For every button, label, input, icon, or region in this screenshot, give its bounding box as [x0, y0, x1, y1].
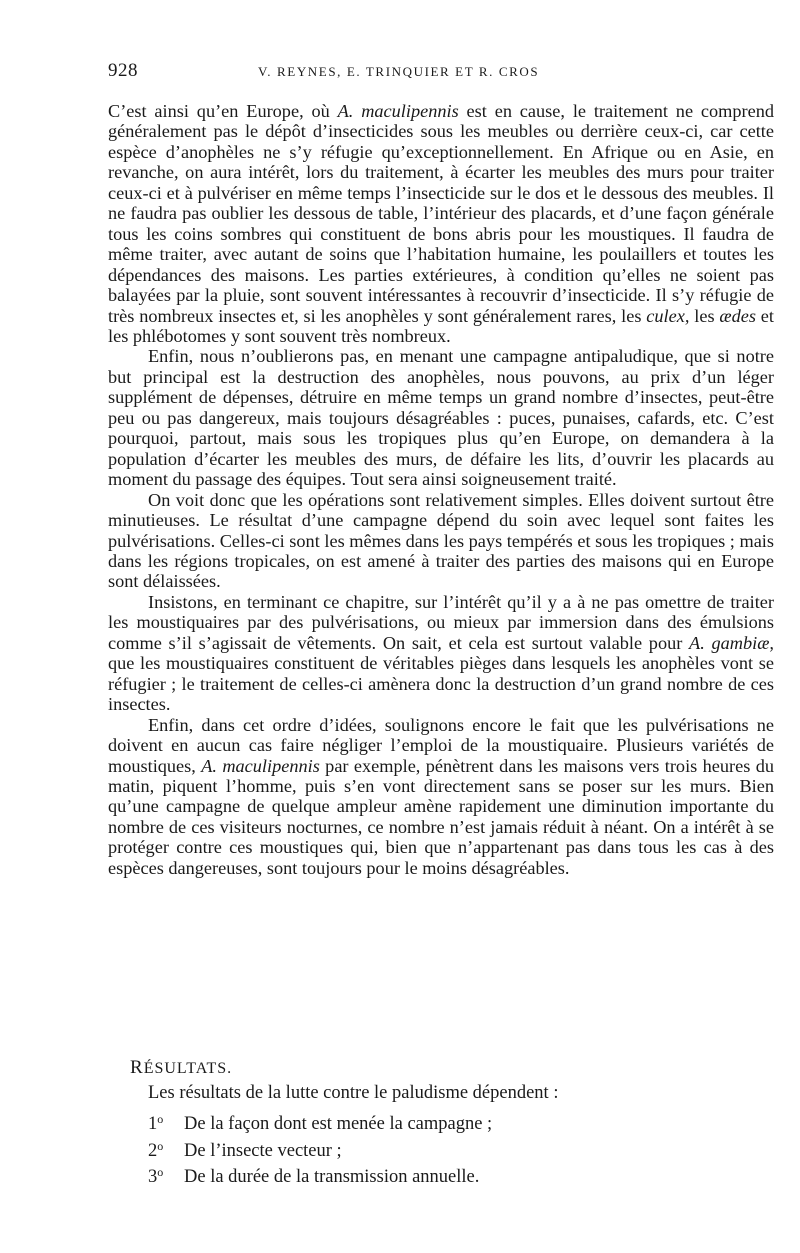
paragraph-1-text-a: C’est ainsi qu’en Europe, où — [108, 101, 338, 121]
paragraph-5-text-b: par exemple, pénètrent dans les maisons vers trois heures du matin, piquent l’homme, puis s’en vont directement sans se poser sur les murs. Bien qu’une campagne de quelque ampleur amène rapidement une diminution importante du nombre de ces visiteurs nocturnes, ce nombre n’est jamais réduit à néant. On a intérêt à se protéger contre ces moustiques qui, bien que n’appartenant pas dans tous les cas à des espèces dangereuses, sont toujours pour le moins désagréables. — [108, 755, 774, 878]
results-list — [148, 1109, 492, 1189]
header-authors: V. REYNES, E. TRINQUIER ET R. CROS — [258, 64, 540, 79]
list-item-text: De l’insecte vecteur ; — [184, 1140, 342, 1161]
list-item-text: De la façon dont est menée la campagne ; — [184, 1114, 493, 1134]
species-name: ædes — [719, 305, 756, 326]
paragraph-5 — [108, 715, 774, 879]
species-name: culex, — [646, 305, 690, 326]
list-item-text: De la durée de la transmission annuelle. — [184, 1167, 480, 1187]
list-item-number: 1$^o$ — [148, 1112, 164, 1134]
species-name: A. maculipennis — [337, 101, 459, 121]
paragraph-4 — [108, 592, 774, 715]
paragraph-1 — [108, 101, 774, 346]
page-number: 928 — [108, 60, 138, 81]
body-text — [108, 101, 774, 878]
list-item-number: 3$^o$ — [148, 1165, 164, 1187]
paragraph-4-text-a: Insistons, en terminant ce chapitre, sur l’intérêt qu’il y a à ne pas omettre de traiter les moustiquaires par des pulvérisations, ou mieux par immersion dans des émulsions comme s’il s’agissait de vêtements. On sait, et cela est surtout valable pour — [108, 591, 774, 653]
paragraph-5-text-a: Enfin, dans cet ordre d’idées, soulignons encore le fait que les pulvérisations ne doivent en aucun cas faire négliger l’emploi de la moustiquaire. Plusieurs variétés de moustiques, — [108, 714, 774, 776]
section-heading-results — [130, 1057, 232, 1079]
results-intro: Les résultats de la lutte contre le paludisme dépendent : — [148, 1083, 559, 1103]
paragraph-2: Enfin, nous n’oublierons pas, en menant une campagne antipaludique, que si notre but principal est la destruction des anophèles, nous pouvons, au prix d’un léger supplément de dépenses, détruire en même temps un grand nombre d’insectes, peut-être peu ou pas dangereux, mais toujours désagréables : puces, punaises, cafards, etc. C’est pourquoi, partout, mais sous les tropiques plus qu’en Europe, on demandera à la population d’écarter les meubles des murs, de défaire les lits, d’ouvrir les placards au moment du passage des équipes. Tout sera ainsi soigneusement traité. — [108, 346, 774, 490]
species-name: A. gambiæ, — [689, 632, 774, 653]
paragraph-1-text-d: et les phlébotomes y sont souvent très nombreux. — [108, 305, 774, 346]
list-item-number: 2$^o$ — [148, 1138, 164, 1161]
section-heading-initial: R — [130, 1057, 144, 1078]
paragraph-3: On voit donc que les opérations sont relativement simples. Elles doivent surtout être minutieuses. Le résultat d’une campagne dépend du soin avec lequel sont faites les pulvérisations. Celles-ci sont les mêmes dans les pays tempérés et sous les tropiques ; mais dans les régions tropicales, on est amené à traiter des parties des maisons qui en Europe sont délaissées. — [108, 489, 774, 592]
paragraph-1-text-c: les — [689, 305, 720, 326]
paragraph-1-text-b: est en cause, le traitement ne comprend généralement pas le dépôt d’insecticides sous les meubles ou derrière ceux-ci, car cette espèce d’anophèles ne s’y réfugie qu’exceptionnellement. En Afrique ou en Asie, en revanche, on aura intérêt, lors du traitement, à écarter les meubles des murs pour traiter ceux-ci et à pulvériser en même temps l’insecticide sur le dos et le dessous des meubles. Il ne faudra pas oublier les dessous de table, l’intérieur des placards, et d’une façon générale tous les coins sombres qui constituent de bons abris pour les moustiques. Il faudra de même traiter, avec autant de soins que l’habitation humaine, les poulaillers et toutes les dépendances des maisons. Les parties extérieures, à condition qu’elles ne soient pas balayées par la pluie, sont souvent intéressantes à recouvrir d’insecticide. Il s’y réfugie de très nombreux insectes et, si les anophèles y sont généralement rares, les — [108, 101, 775, 326]
list-item — [148, 1109, 492, 1136]
list-item — [148, 1162, 492, 1189]
section-heading-rest: ÉSULTATS. — [143, 1060, 233, 1077]
paragraph-4-text-b: que les moustiquaires constituent de véritables pièges dans lesquels les anophèles vont se réfugier ; le traitement de celles-ci amènera donc la destruction d’un grand nombre de ces insectes. — [108, 653, 774, 715]
running-header — [108, 60, 774, 86]
species-name: A. maculipennis — [201, 755, 320, 776]
list-item — [148, 1136, 492, 1163]
